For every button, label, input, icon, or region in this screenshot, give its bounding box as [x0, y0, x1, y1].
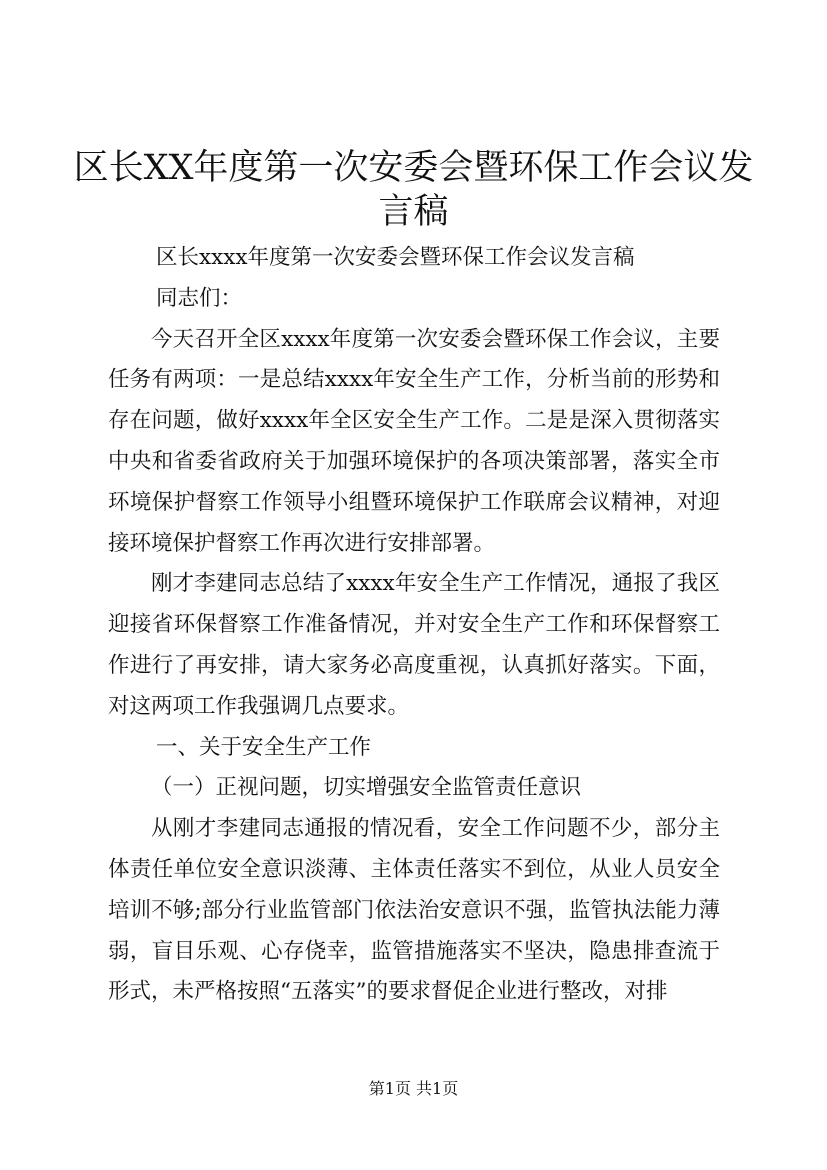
paragraph-subtitle: 区长xxxx年度第一次安委会暨环保工作会议发言稿 [156, 245, 635, 270]
section-heading: 一、关于安全生产工作 [156, 734, 372, 760]
subsection-heading: （一）正视问题，切实增强安全监管责任意识 [151, 775, 582, 801]
document-body [108, 238, 720, 1013]
paragraph-summary: 刚才李建同志总结了xxxx年安全生产工作情况，通报了我区迎接省环保督察工作准备情况，并对安全生产工作和环保督察工作进行了再安排，请大家务必高度重视，认真抓好落实。下面，对这两项工作我强调几点要求。 [108, 571, 720, 719]
document-title: 区长XX年度第一次安委会暨环保工作会议发言稿 [73, 148, 754, 232]
page-footer: 第1页 共1页 [368, 1079, 459, 1098]
paragraph-intro: 今天召开全区xxxx年度第一次安委会暨环保工作会议，主要任务有两项：一是总结xxxx年安全生产工作，分析当前的形势和存在问题，做好xxxx年全区安全生产工作。二是是深入贯彻落实中央和省委省政府关于加强环境保护的各项决策部署，落实全市环境保护督察工作领导小组暨环境保护工作联席会议精神，对迎接环境保护督察工作再次进行安排部署。 [108, 326, 720, 556]
paragraph-problems: 从刚才李建同志通报的情况看，安全工作问题不少，部分主体责任单位安全意识淡薄、主体责任落实不到位，从业人员安全培训不够;部分行业监管部门依法治安意识不强，监管执法能力薄弱，盲目乐观、心存侥幸，监管措施落实不坚决，隐患排查流于形式，未严格按照“五落实”的要求督促企业进行整改，对排 [108, 816, 720, 1005]
paragraph-salutation: 同志们： [156, 285, 243, 311]
